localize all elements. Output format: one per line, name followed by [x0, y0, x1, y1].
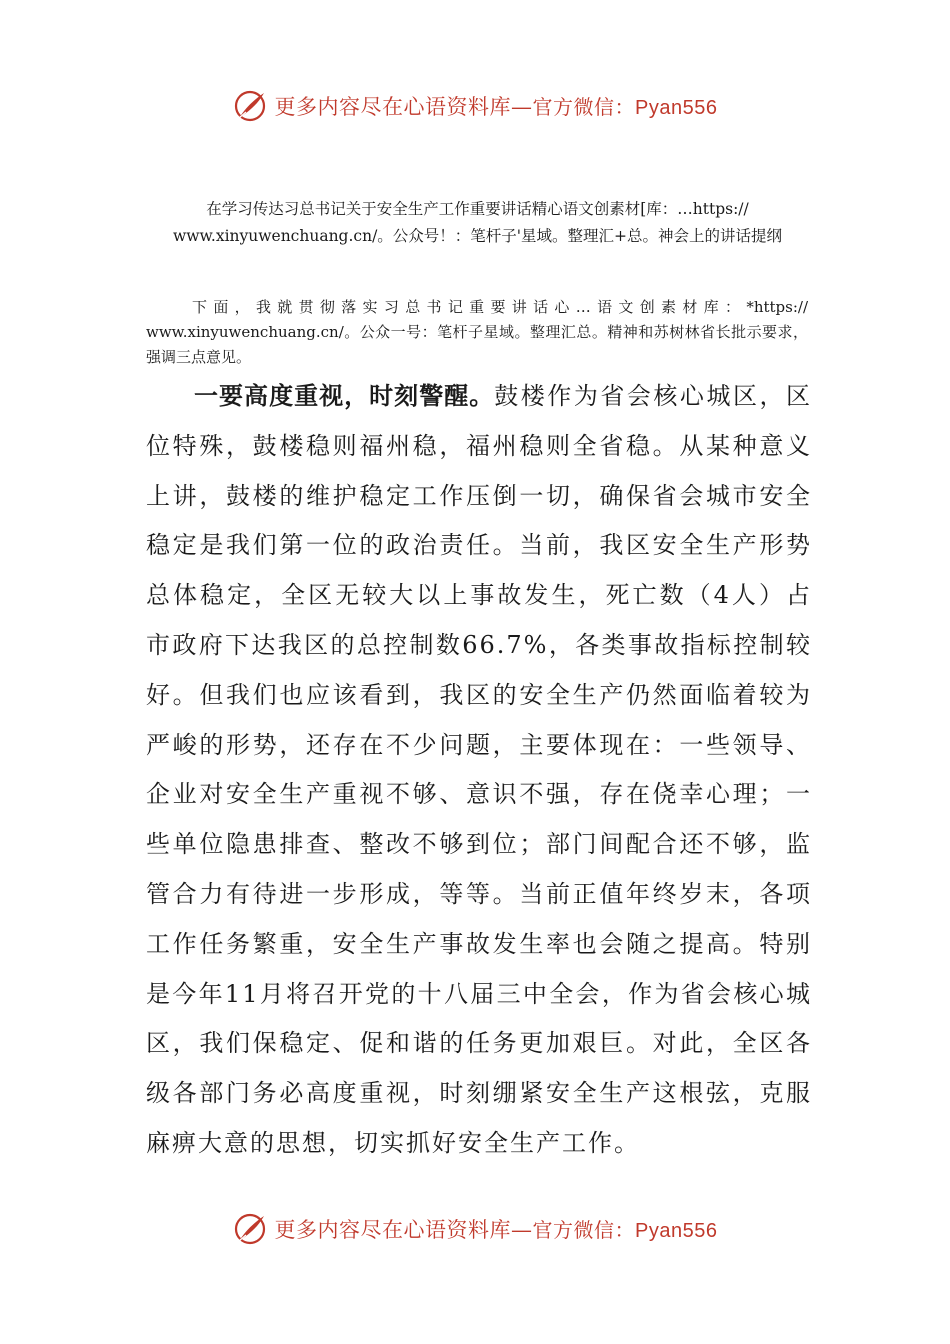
watermark-main-text: 更多内容尽在心语资料库— [274, 95, 533, 119]
watermark-main-text: 更多内容尽在心语资料库— [274, 1218, 533, 1242]
quill-pen-icon [233, 89, 267, 123]
body-paragraph [146, 372, 812, 1169]
header-watermark-banner [0, 84, 950, 128]
paragraph-heading: 一要高度重视，时刻警醒。 [194, 382, 495, 410]
document-title: 在学习传达习总书记关于安全生产工作重要讲话精心语文创素材[库：…https:// www.xinyuwenchuang.cn/。公众号！：笔杆子'星域。整理汇+总。神会上的讲话提纲 [172, 200, 783, 245]
quill-pen-icon [233, 1212, 267, 1246]
intro-paragraph: 下面，我就贯彻落实习总书记重要讲话心…语文创素材库：*https:// www.xinyuwenchuang.cn/。公众一号：笔杆子星域。整理汇总。精神和苏树林省长批示要求，强调三点意见。 [146, 298, 808, 366]
paragraph-text: 鼓楼作为省会核心城区，区位特殊，鼓楼稳则福州稳，福州稳则全省稳。从某种意义上讲，鼓楼的维护稳定工作压倒一切，确保省会城市安全稳定是我们第一位的政治责任。当前，我区安全生产形势总体稳定，全区无较大以上事故发生，死亡数（4人）占市政府下达我区的总控制数66.7%，各类事故指标控制较好。但我们也应该看到，我区的安全生产仍然面临着较为严峻的形势，还存在不少问题，主要体现在：一些领导、企业对安全生产重视不够、意识不强，存在侥幸心理；一些单位隐患排查、整改不够到位；部门间配合还不够，监管合力有待进一步形成，等等。当前正值年终岁末，各项工作任务繁重，安全生产事故发生率也会随之提高。特别是今年11月将召开党的十八届三中全会，作为省会核心城区，我们保稳定、促和谐的任务更加艰巨。对此，全区各级各部门务必高度重视，时刻绷紧安全生产这根弦，克服麻痹大意的思想，切实抓好安全生产工作。 [146, 382, 813, 1157]
watermark-text [275, 91, 718, 121]
watermark-wechat-text: 官方微信：Pyan556 [532, 97, 718, 119]
watermark-text [275, 1214, 718, 1244]
footer-watermark-banner [0, 1207, 950, 1251]
watermark-wechat-text: 官方微信：Pyan556 [532, 1220, 718, 1242]
